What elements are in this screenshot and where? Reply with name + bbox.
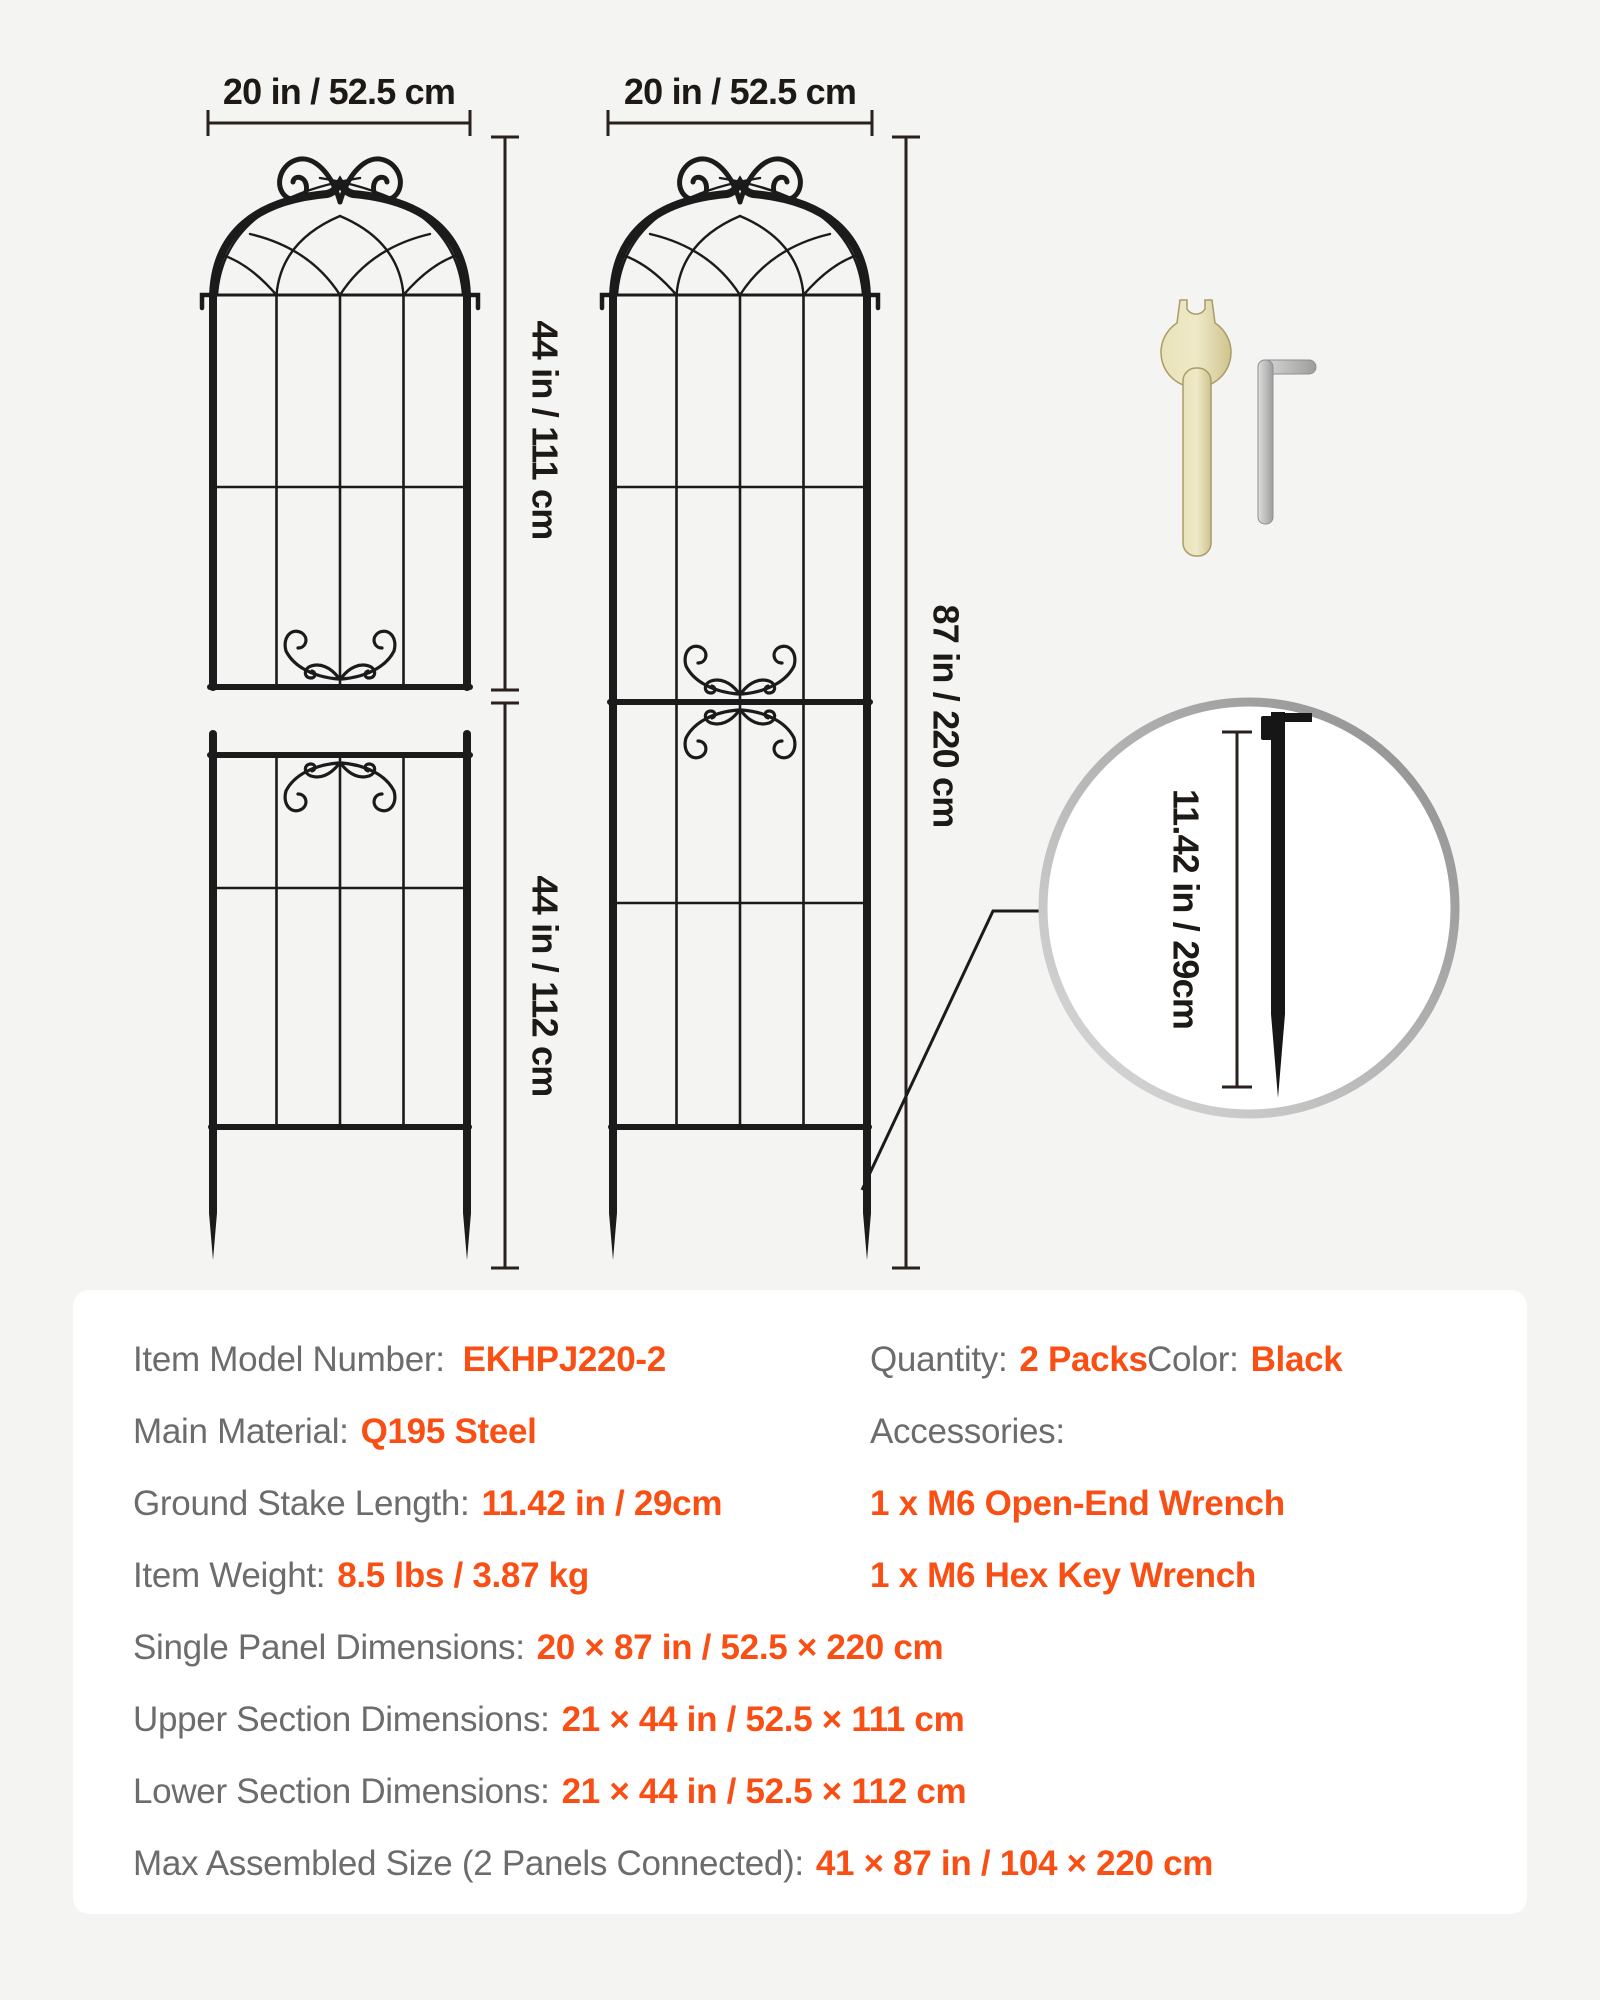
ground-stake-callout <box>1043 702 1455 1114</box>
spec-accessories-label <box>870 1410 1065 1454</box>
spec-accessory-wrench <box>870 1482 1285 1526</box>
spec-value: 1 x M6 Open-End Wrench <box>870 1484 1285 1523</box>
spec-value: 20 × 87 in / 52.5 × 220 cm <box>536 1628 944 1667</box>
spec-value: 21 × 44 in / 52.5 × 112 cm <box>561 1772 967 1811</box>
spec-value: 1 x M6 Hex Key Wrench <box>870 1556 1256 1595</box>
spec-label: Upper Section Dimensions: <box>133 1700 550 1739</box>
spec-value: EKHPJ220-2 <box>462 1340 666 1379</box>
stake-length-label: 11.42 in / 29cm <box>1165 788 1207 1030</box>
spec-stake-length-row <box>133 1482 722 1526</box>
trellis-panel-left-disassembled <box>202 159 478 1260</box>
spec-label: Max Assembled Size (2 Panels Connected): <box>133 1844 804 1883</box>
spec-label: Item Model Number: <box>133 1340 445 1379</box>
spec-accessory-hexkey <box>870 1554 1256 1598</box>
spec-value: Black <box>1250 1340 1343 1379</box>
spec-quantity <box>870 1338 1148 1382</box>
spec-label: Item Weight: <box>133 1556 326 1595</box>
spec-upper-section-row <box>133 1698 964 1742</box>
width-dimension-panel1 <box>208 71 470 136</box>
spec-label: Quantity: <box>870 1340 1008 1379</box>
upper-section-height-label: 44 in / 111 cm <box>524 320 566 540</box>
spec-label: Color: <box>1147 1340 1239 1379</box>
spec-label: Accessories: <box>870 1412 1065 1451</box>
spec-weight-row <box>133 1554 589 1598</box>
spec-value: 11.42 in / 29cm <box>481 1484 723 1523</box>
spec-label: Ground Stake Length: <box>133 1484 470 1523</box>
hex-key-icon <box>1258 360 1316 524</box>
trellis-panel-right-assembled <box>602 159 878 1260</box>
spec-lower-section-row <box>133 1770 966 1814</box>
upper-section-dimension <box>491 137 565 690</box>
panel2-width-label: 20 in / 52.5 cm <box>623 71 857 112</box>
callout-circle <box>1043 702 1455 1114</box>
spec-color <box>1147 1338 1342 1382</box>
spec-value: 2 Packs <box>1019 1340 1148 1379</box>
spec-value: 21 × 44 in / 52.5 × 111 cm <box>561 1700 965 1739</box>
spec-label: Lower Section Dimensions: <box>133 1772 550 1811</box>
spec-max-size-row <box>133 1842 1213 1886</box>
spec-label: Single Panel Dimensions: <box>133 1628 525 1667</box>
callout-leader-line <box>862 911 1041 1190</box>
spec-value: 8.5 lbs / 3.87 kg <box>337 1556 589 1595</box>
spec-single-panel-row <box>133 1626 943 1670</box>
lower-section-dimension <box>491 703 565 1268</box>
open-end-wrench-icon <box>1161 300 1231 556</box>
total-height-label: 87 in / 220 cm <box>925 604 967 828</box>
spec-material-row <box>133 1410 537 1454</box>
spec-value: Q195 Steel <box>360 1412 537 1451</box>
spec-value: 41 × 87 in / 104 × 220 cm <box>815 1844 1214 1883</box>
spec-label: Main Material: <box>133 1412 349 1451</box>
width-dimension-panel2 <box>608 71 872 136</box>
lower-section-height-label: 44 in / 112 cm <box>524 875 566 1097</box>
specifications-card <box>73 1290 1527 1914</box>
spec-model-row <box>133 1338 666 1382</box>
total-height-dimension <box>892 137 966 1268</box>
panel1-width-label: 20 in / 52.5 cm <box>222 71 456 112</box>
